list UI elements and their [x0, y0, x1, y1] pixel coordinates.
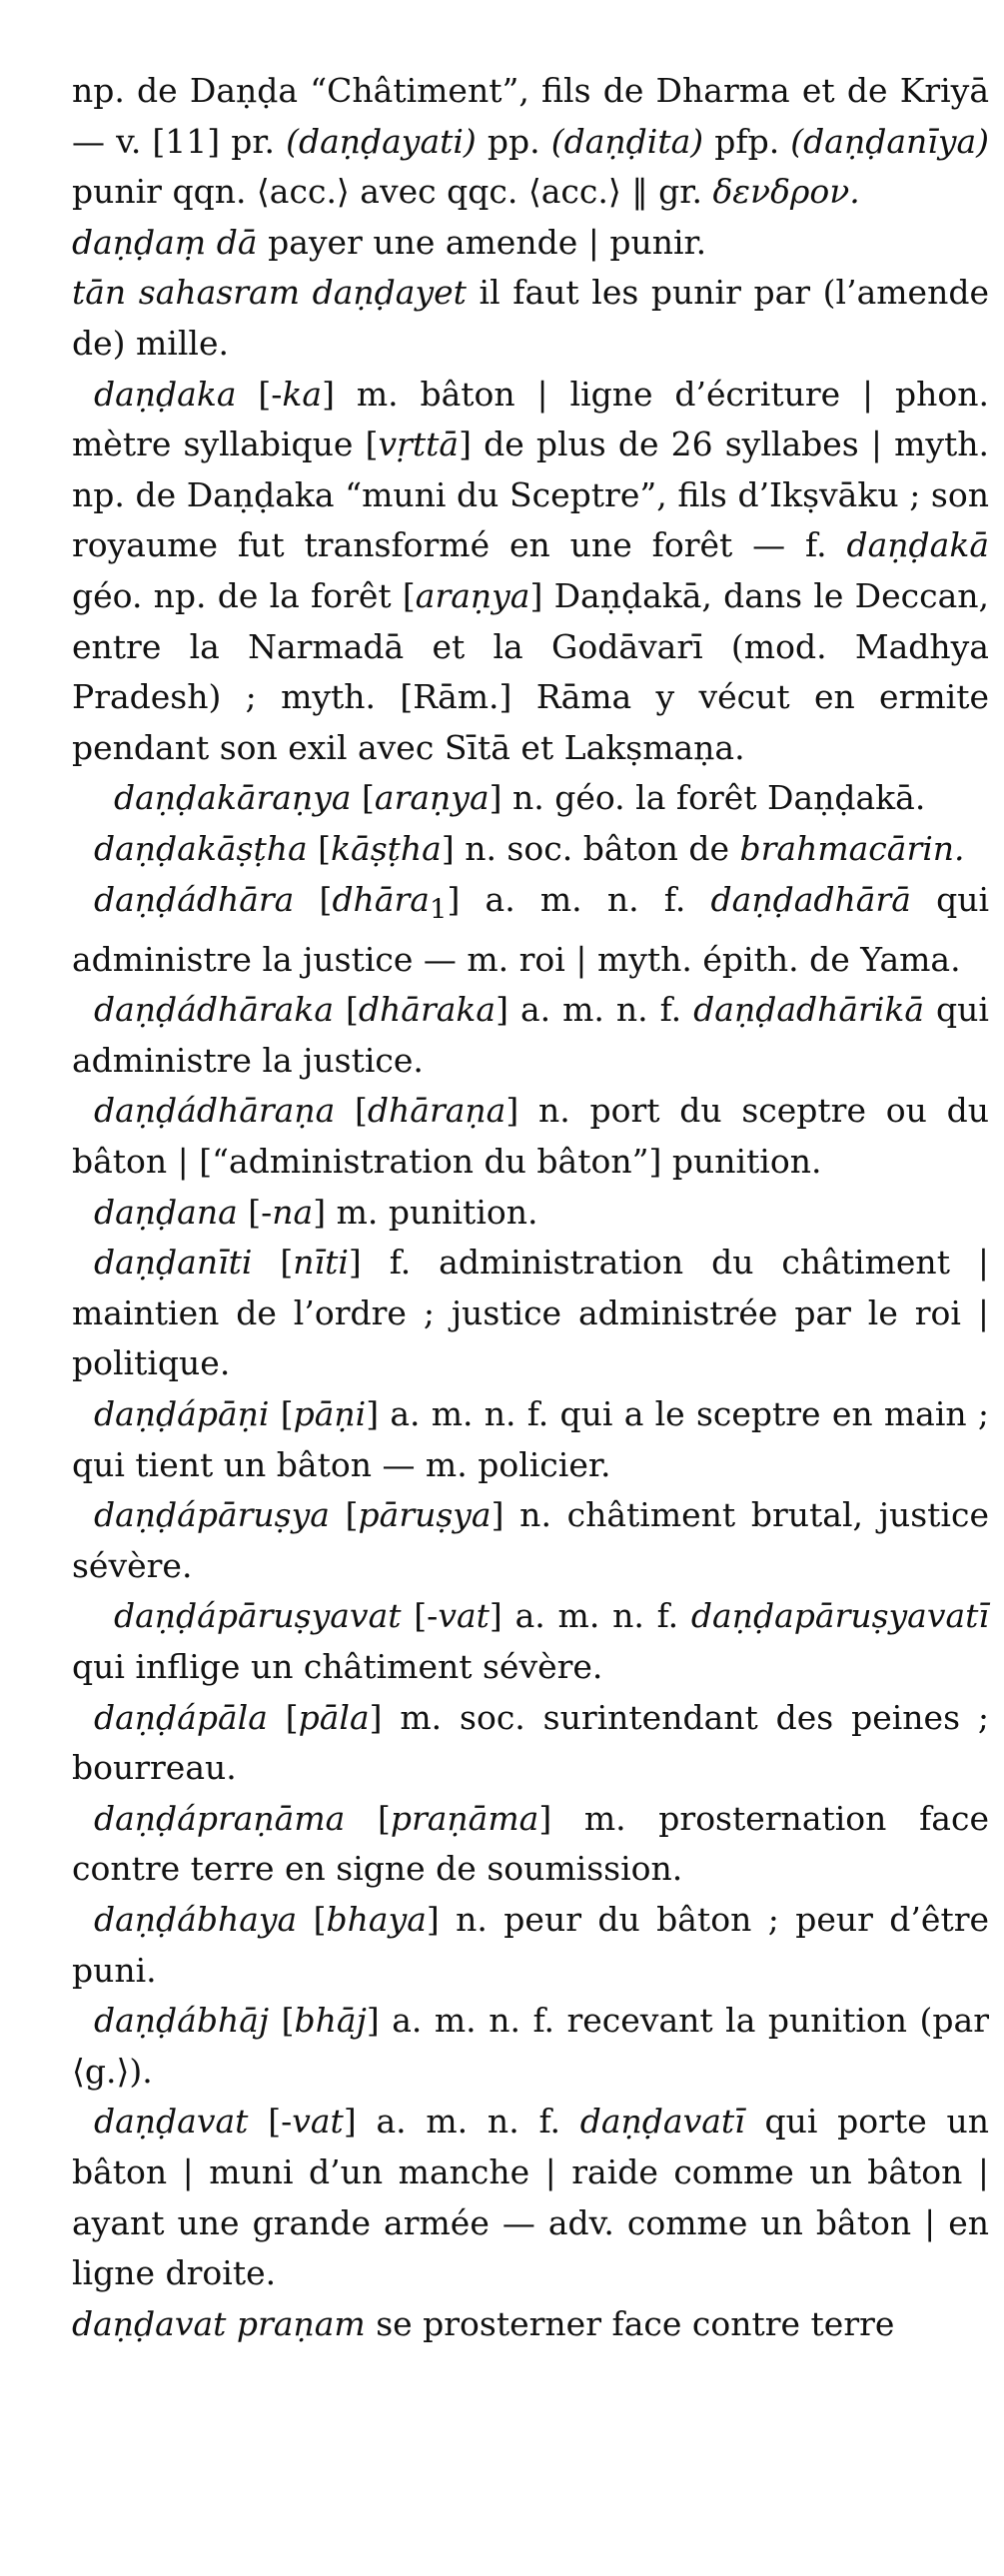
body-text: ] f. administration du châtiment | maintien de l’ordre ; justice administrée par le roi | politique.: [72, 1243, 989, 1383]
body-text: il faut les punir par (l’amende de) mille.: [72, 273, 989, 363]
body-text: np. de Daṇḍa “Châtiment”, fils de Dharma et de Kriyā — v. [11] pr.: [72, 71, 989, 161]
dictionary-entry: [72, 1996, 989, 2097]
italic-text: daṇḍádhāra: [94, 879, 295, 919]
body-text: [: [267, 1697, 299, 1737]
dictionary-entry: [72, 1389, 989, 1490]
body-text: qui inflige un châtiment sévère.: [72, 1647, 603, 1686]
italic-text: daṇḍakāṣṭha: [94, 828, 308, 868]
italic-text: (daṇḍita): [550, 121, 704, 161]
italic-text: daṇḍana: [94, 1192, 238, 1232]
body-text: [: [329, 1495, 359, 1535]
italic-text: daṇḍábhāj: [94, 2001, 270, 2041]
body-text: [: [294, 879, 333, 919]
italic-text: (daṇḍayati): [286, 121, 477, 161]
body-text: ] n. soc. bâton de: [441, 828, 740, 868]
body-text: ] Daṇḍakā, dans le Deccan, entre la Narmadā et la Godāvarī (mod. Madhya Pradesh) ; myth. [Rām.] Rāma y vécut en ermite pendant son exil avec Sītā et Lakṣmaṇa.: [72, 575, 989, 767]
italic-text: daṇḍádhāraka: [94, 990, 335, 1030]
dictionary-entries: [72, 66, 989, 2349]
italic-text: δενδρον.: [712, 172, 860, 212]
italic-text: tān sahasram daṇḍayet: [72, 273, 467, 313]
italic-text: daṇḍakāraṇya: [114, 778, 352, 818]
subscript-text: 1: [429, 893, 448, 926]
body-text: [: [345, 1798, 391, 1838]
dictionary-entry: [72, 1490, 989, 1591]
body-text: [: [297, 1899, 327, 1939]
italic-text: daṇḍadhārikā: [693, 990, 925, 1030]
body-text: qui porte un bâton | muni d’un manche | raide comme un bâton | ayant une grande armée — adv. comme un bâton | en ligne droite.: [72, 2102, 990, 2293]
italic-text: kāṣṭha: [331, 828, 442, 868]
italic-text: ka: [282, 374, 323, 414]
dictionary-entry: [72, 1188, 989, 1239]
body-text: ] m. punition.: [313, 1192, 538, 1232]
dictionary-entry: [72, 370, 989, 774]
body-text: [: [334, 990, 359, 1030]
body-text: ] m. prosternation face contre terre en signe de soumission.: [72, 1798, 989, 1889]
dictionary-entry: [72, 773, 989, 824]
dictionary-entry: [72, 1693, 989, 1794]
dictionary-entry: [72, 1591, 989, 1692]
italic-text: dhāra: [332, 879, 430, 919]
body-text: ] n. châtiment brutal, justice sévère.: [72, 1495, 989, 1585]
italic-text: daṇḍakā: [846, 525, 989, 565]
italic-text: araṇya: [415, 575, 530, 615]
italic-text: daṇḍavat praṇam: [72, 2303, 366, 2343]
body-text: pfp.: [703, 121, 791, 161]
italic-text: brahmacārin.: [739, 828, 965, 868]
italic-text: daṇḍavat: [94, 2102, 249, 2142]
dictionary-subentry: [72, 218, 989, 269]
italic-text: vṛttā: [378, 425, 460, 464]
dictionary-subentry: [72, 2299, 989, 2350]
italic-text: daṇḍapāruṣyavatī: [690, 1596, 989, 1636]
italic-text: daṇḍápāṇi: [94, 1394, 270, 1434]
body-text: ] a. m. n. f.: [496, 990, 694, 1030]
dictionary-entry: [72, 1086, 989, 1187]
italic-text: daṇḍápraṇāma: [94, 1798, 346, 1838]
italic-text: daṇḍadhārā: [710, 879, 911, 919]
dictionary-subentry: [72, 66, 989, 218]
body-text: ] a. m. n. f. qui a le sceptre en main ; qui tient un bâton — m. policier.: [72, 1394, 989, 1484]
body-text: [-: [236, 374, 283, 414]
dictionary-entry: [72, 985, 989, 1086]
dictionary-entry: [72, 2097, 989, 2298]
body-text: [-: [237, 1192, 273, 1232]
italic-text: bhaya: [326, 1899, 427, 1939]
body-text: [: [269, 2001, 295, 2041]
dictionary-subentry: [72, 268, 989, 369]
body-text: ] de plus de 26 syllabes | myth. np. de Daṇḍaka “muni du Sceptre”, fils d’Ikṣvāku ; son royaume fut transformé en une forêt — f.: [72, 425, 990, 565]
italic-text: praṇāma: [390, 1798, 539, 1838]
body-text: ] n. géo. la forêt Daṇḍakā.: [489, 778, 926, 818]
body-text: qui administre la justice — m. roi | myth. épith. de Yama.: [72, 879, 989, 979]
italic-text: daṇḍábhaya: [94, 1899, 298, 1939]
italic-text: daṇḍaka: [94, 374, 237, 414]
body-text: payer une amende | punir.: [257, 222, 707, 262]
italic-text: na: [272, 1192, 314, 1232]
italic-text: (daṇḍanīya): [790, 121, 990, 161]
italic-text: daṇḍanīti: [94, 1243, 253, 1283]
italic-text: vat: [292, 2102, 344, 2142]
italic-text: araṇya: [374, 778, 490, 818]
dictionary-entry: [72, 1794, 989, 1895]
body-text: [: [351, 778, 375, 818]
body-text: ] a. m. n. f.: [343, 2102, 580, 2142]
italic-text: daṇḍápāruṣya: [94, 1495, 330, 1535]
body-text: ] a. m. n. f.: [447, 879, 711, 919]
body-text: [: [307, 828, 332, 868]
italic-text: daṇḍavatī: [579, 2102, 745, 2142]
italic-text: daṇḍaṃ dā: [72, 222, 258, 262]
italic-text: pāṇi: [293, 1394, 367, 1434]
italic-text: dhāraṇa: [367, 1091, 506, 1131]
italic-text: daṇḍápāruṣyavat: [114, 1596, 402, 1636]
body-text: [: [252, 1243, 294, 1283]
body-text: [: [335, 1091, 368, 1131]
italic-text: nīti: [293, 1243, 349, 1283]
dictionary-entry: [72, 1238, 989, 1389]
body-text: [-: [401, 1596, 439, 1636]
italic-text: pāruṣya: [358, 1495, 492, 1535]
body-text: ] n. port du sceptre ou du bâton | [“administration du bâton”] punition.: [72, 1091, 989, 1182]
dictionary-entry: [72, 1895, 989, 1996]
body-text: ] a. m. n. f. recevant la punition (par ⟨g.⟩).: [72, 2001, 989, 2091]
body-text: [: [269, 1394, 294, 1434]
body-text: ] a. m. n. f.: [489, 1596, 691, 1636]
italic-text: pāla: [298, 1697, 370, 1737]
dictionary-entry: [72, 824, 989, 875]
body-text: pp.: [476, 121, 551, 161]
body-text: punir qqn. ⟨acc.⟩ avec qqc. ⟨acc.⟩ ‖ gr.: [72, 172, 713, 212]
italic-text: dhāraka: [358, 990, 497, 1030]
body-text: géo. np. de la forêt [: [72, 575, 416, 615]
italic-text: bhāj: [294, 2001, 367, 2041]
body-text: ] m. bâton | ligne d’écriture | phon. mètre syllabique [: [72, 374, 989, 464]
body-text: ] m. soc. surintendant des peines ; bourreau.: [72, 1697, 989, 1788]
dictionary-entry: [72, 875, 989, 986]
italic-text: vat: [438, 1596, 490, 1636]
body-text: [-: [248, 2102, 293, 2142]
italic-text: daṇḍádhāraṇa: [94, 1091, 336, 1131]
body-text: se prosterner face contre terre: [365, 2303, 895, 2343]
italic-text: daṇḍápāla: [94, 1697, 268, 1737]
body-text: ] n. peur du bâton ; peur d’être puni.: [72, 1899, 990, 1990]
body-text: qui administre la justice.: [72, 990, 989, 1080]
